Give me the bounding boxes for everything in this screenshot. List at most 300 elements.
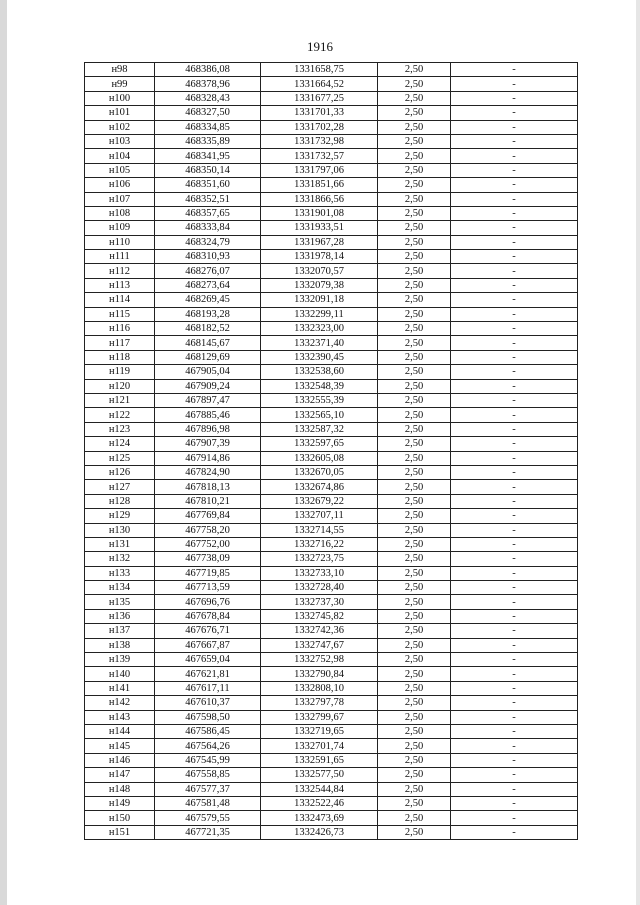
x-coordinate-cell: 467769,84 [155, 509, 261, 523]
point-id-cell: н98 [85, 63, 155, 77]
y-coordinate-cell: 1332473,69 [261, 811, 378, 825]
note-cell: - [451, 638, 578, 652]
table-row [85, 221, 578, 235]
y-coordinate-cell: 1332797,78 [261, 696, 378, 710]
note-cell: - [451, 451, 578, 465]
point-id-cell: н134 [85, 581, 155, 595]
y-coordinate-cell: 1332752,98 [261, 653, 378, 667]
note-cell: - [451, 206, 578, 220]
note-cell: - [451, 825, 578, 839]
y-coordinate-cell: 1332426,73 [261, 825, 378, 839]
note-cell: - [451, 595, 578, 609]
table-row [85, 293, 578, 307]
x-coordinate-cell: 467678,84 [155, 609, 261, 623]
table-row [85, 393, 578, 407]
table-row [85, 480, 578, 494]
note-cell: - [451, 77, 578, 91]
accuracy-cell: 2,50 [378, 739, 451, 753]
point-id-cell: н140 [85, 667, 155, 681]
accuracy-cell: 2,50 [378, 379, 451, 393]
point-id-cell: н125 [85, 451, 155, 465]
x-coordinate-cell: 467885,46 [155, 408, 261, 422]
y-coordinate-cell: 1331978,14 [261, 250, 378, 264]
x-coordinate-cell: 467586,45 [155, 724, 261, 738]
accuracy-cell: 2,50 [378, 77, 451, 91]
note-cell: - [451, 264, 578, 278]
accuracy-cell: 2,50 [378, 250, 451, 264]
accuracy-cell: 2,50 [378, 465, 451, 479]
point-id-cell: н99 [85, 77, 155, 91]
y-coordinate-cell: 1332091,18 [261, 293, 378, 307]
x-coordinate-cell: 468357,65 [155, 206, 261, 220]
x-coordinate-cell: 467758,20 [155, 523, 261, 537]
table-row [85, 307, 578, 321]
table-row [85, 509, 578, 523]
x-coordinate-cell: 468333,84 [155, 221, 261, 235]
y-coordinate-cell: 1332605,08 [261, 451, 378, 465]
note-cell: - [451, 811, 578, 825]
point-id-cell: н130 [85, 523, 155, 537]
accuracy-cell: 2,50 [378, 638, 451, 652]
y-coordinate-cell: 1331901,08 [261, 206, 378, 220]
point-id-cell: н100 [85, 91, 155, 105]
x-coordinate-cell: 468145,67 [155, 336, 261, 350]
accuracy-cell: 2,50 [378, 552, 451, 566]
accuracy-cell: 2,50 [378, 811, 451, 825]
x-coordinate-cell: 468328,43 [155, 91, 261, 105]
x-coordinate-cell: 468351,60 [155, 178, 261, 192]
note-cell: - [451, 163, 578, 177]
point-id-cell: н150 [85, 811, 155, 825]
x-coordinate-cell: 468341,95 [155, 149, 261, 163]
note-cell: - [451, 422, 578, 436]
accuracy-cell: 2,50 [378, 350, 451, 364]
x-coordinate-cell: 467907,39 [155, 437, 261, 451]
note-cell: - [451, 753, 578, 767]
point-id-cell: н127 [85, 480, 155, 494]
y-coordinate-cell: 1332719,65 [261, 724, 378, 738]
y-coordinate-cell: 1332808,10 [261, 681, 378, 695]
point-id-cell: н116 [85, 322, 155, 336]
x-coordinate-cell: 467721,35 [155, 825, 261, 839]
point-id-cell: н119 [85, 365, 155, 379]
accuracy-cell: 2,50 [378, 796, 451, 810]
x-coordinate-cell: 468386,08 [155, 63, 261, 77]
x-coordinate-cell: 468335,89 [155, 134, 261, 148]
table-row [85, 91, 578, 105]
x-coordinate-cell: 467896,98 [155, 422, 261, 436]
point-id-cell: н104 [85, 149, 155, 163]
y-coordinate-cell: 1332747,67 [261, 638, 378, 652]
x-coordinate-cell: 467719,85 [155, 566, 261, 580]
point-id-cell: н121 [85, 393, 155, 407]
accuracy-cell: 2,50 [378, 537, 451, 551]
accuracy-cell: 2,50 [378, 710, 451, 724]
table-row [85, 250, 578, 264]
x-coordinate-cell: 467617,11 [155, 681, 261, 695]
y-coordinate-cell: 1332544,84 [261, 782, 378, 796]
table-row [85, 264, 578, 278]
note-cell: - [451, 696, 578, 710]
x-coordinate-cell: 467545,99 [155, 753, 261, 767]
x-coordinate-cell: 467824,90 [155, 465, 261, 479]
y-coordinate-cell: 1332790,84 [261, 667, 378, 681]
point-id-cell: н105 [85, 163, 155, 177]
y-coordinate-cell: 1331732,57 [261, 149, 378, 163]
point-id-cell: н110 [85, 235, 155, 249]
table-row [85, 134, 578, 148]
y-coordinate-cell: 1332591,65 [261, 753, 378, 767]
table-row [85, 710, 578, 724]
y-coordinate-cell: 1331677,25 [261, 91, 378, 105]
table-row [85, 595, 578, 609]
accuracy-cell: 2,50 [378, 624, 451, 638]
accuracy-cell: 2,50 [378, 653, 451, 667]
y-coordinate-cell: 1331866,56 [261, 192, 378, 206]
note-cell: - [451, 480, 578, 494]
note-cell: - [451, 509, 578, 523]
point-id-cell: н141 [85, 681, 155, 695]
x-coordinate-cell: 467905,04 [155, 365, 261, 379]
point-id-cell: н111 [85, 250, 155, 264]
note-cell: - [451, 653, 578, 667]
coordinates-table [84, 62, 578, 840]
table-row [85, 120, 578, 134]
x-coordinate-cell: 468129,69 [155, 350, 261, 364]
table-row [85, 782, 578, 796]
accuracy-cell: 2,50 [378, 293, 451, 307]
accuracy-cell: 2,50 [378, 393, 451, 407]
accuracy-cell: 2,50 [378, 192, 451, 206]
table-row [85, 465, 578, 479]
x-coordinate-cell: 467696,76 [155, 595, 261, 609]
y-coordinate-cell: 1331967,28 [261, 235, 378, 249]
note-cell: - [451, 494, 578, 508]
table-row [85, 566, 578, 580]
accuracy-cell: 2,50 [378, 106, 451, 120]
point-id-cell: н142 [85, 696, 155, 710]
y-coordinate-cell: 1332707,11 [261, 509, 378, 523]
table-row [85, 552, 578, 566]
point-id-cell: н109 [85, 221, 155, 235]
note-cell: - [451, 724, 578, 738]
note-cell: - [451, 379, 578, 393]
point-id-cell: н114 [85, 293, 155, 307]
table-row [85, 811, 578, 825]
table-row [85, 624, 578, 638]
y-coordinate-cell: 1332390,45 [261, 350, 378, 364]
point-id-cell: н107 [85, 192, 155, 206]
x-coordinate-cell: 468273,64 [155, 278, 261, 292]
accuracy-cell: 2,50 [378, 408, 451, 422]
point-id-cell: н149 [85, 796, 155, 810]
y-coordinate-cell: 1332745,82 [261, 609, 378, 623]
point-id-cell: н108 [85, 206, 155, 220]
y-coordinate-cell: 1332714,55 [261, 523, 378, 537]
accuracy-cell: 2,50 [378, 566, 451, 580]
accuracy-cell: 2,50 [378, 307, 451, 321]
accuracy-cell: 2,50 [378, 120, 451, 134]
note-cell: - [451, 667, 578, 681]
accuracy-cell: 2,50 [378, 494, 451, 508]
x-coordinate-cell: 468182,52 [155, 322, 261, 336]
point-id-cell: н126 [85, 465, 155, 479]
note-cell: - [451, 365, 578, 379]
y-coordinate-cell: 1332522,46 [261, 796, 378, 810]
y-coordinate-cell: 1332733,10 [261, 566, 378, 580]
table-row [85, 322, 578, 336]
coordinates-table-body [85, 63, 578, 840]
x-coordinate-cell: 468334,85 [155, 120, 261, 134]
note-cell: - [451, 192, 578, 206]
table-row [85, 365, 578, 379]
y-coordinate-cell: 1332555,39 [261, 393, 378, 407]
table-row [85, 63, 578, 77]
accuracy-cell: 2,50 [378, 365, 451, 379]
note-cell: - [451, 120, 578, 134]
point-id-cell: н129 [85, 509, 155, 523]
point-id-cell: н115 [85, 307, 155, 321]
accuracy-cell: 2,50 [378, 149, 451, 163]
y-coordinate-cell: 1332548,39 [261, 379, 378, 393]
table-row [85, 336, 578, 350]
table-row [85, 667, 578, 681]
point-id-cell: н103 [85, 134, 155, 148]
accuracy-cell: 2,50 [378, 753, 451, 767]
table-row [85, 581, 578, 595]
point-id-cell: н133 [85, 566, 155, 580]
y-coordinate-cell: 1332538,60 [261, 365, 378, 379]
accuracy-cell: 2,50 [378, 480, 451, 494]
note-cell: - [451, 393, 578, 407]
note-cell: - [451, 566, 578, 580]
note-cell: - [451, 63, 578, 77]
table-row [85, 422, 578, 436]
y-coordinate-cell: 1332701,74 [261, 739, 378, 753]
note-cell: - [451, 149, 578, 163]
y-coordinate-cell: 1332565,10 [261, 408, 378, 422]
table-row [85, 379, 578, 393]
note-cell: - [451, 235, 578, 249]
note-cell: - [451, 106, 578, 120]
table-row [85, 494, 578, 508]
note-cell: - [451, 768, 578, 782]
point-id-cell: н151 [85, 825, 155, 839]
y-coordinate-cell: 1331797,06 [261, 163, 378, 177]
y-coordinate-cell: 1332728,40 [261, 581, 378, 595]
table-row [85, 278, 578, 292]
y-coordinate-cell: 1332742,36 [261, 624, 378, 638]
table-row [85, 350, 578, 364]
x-coordinate-cell: 468276,07 [155, 264, 261, 278]
table-row [85, 192, 578, 206]
accuracy-cell: 2,50 [378, 825, 451, 839]
accuracy-cell: 2,50 [378, 163, 451, 177]
accuracy-cell: 2,50 [378, 206, 451, 220]
accuracy-cell: 2,50 [378, 581, 451, 595]
note-cell: - [451, 278, 578, 292]
note-cell: - [451, 408, 578, 422]
y-coordinate-cell: 1332670,05 [261, 465, 378, 479]
point-id-cell: н122 [85, 408, 155, 422]
point-id-cell: н145 [85, 739, 155, 753]
x-coordinate-cell: 467738,09 [155, 552, 261, 566]
x-coordinate-cell: 467818,13 [155, 480, 261, 494]
note-cell: - [451, 350, 578, 364]
table-row [85, 796, 578, 810]
table-row [85, 739, 578, 753]
note-cell: - [451, 739, 578, 753]
x-coordinate-cell: 467598,50 [155, 710, 261, 724]
y-coordinate-cell: 1332723,75 [261, 552, 378, 566]
table-row [85, 206, 578, 220]
table-row [85, 724, 578, 738]
y-coordinate-cell: 1332597,65 [261, 437, 378, 451]
point-id-cell: н112 [85, 264, 155, 278]
accuracy-cell: 2,50 [378, 523, 451, 537]
table-row [85, 149, 578, 163]
table-row [85, 235, 578, 249]
scan-edge-left [0, 0, 7, 905]
y-coordinate-cell: 1332799,67 [261, 710, 378, 724]
point-id-cell: н137 [85, 624, 155, 638]
note-cell: - [451, 624, 578, 638]
x-coordinate-cell: 467914,86 [155, 451, 261, 465]
note-cell: - [451, 336, 578, 350]
x-coordinate-cell: 468324,79 [155, 235, 261, 249]
point-id-cell: н139 [85, 653, 155, 667]
accuracy-cell: 2,50 [378, 681, 451, 695]
y-coordinate-cell: 1332737,30 [261, 595, 378, 609]
point-id-cell: н146 [85, 753, 155, 767]
note-cell: - [451, 681, 578, 695]
table-row [85, 106, 578, 120]
x-coordinate-cell: 467659,04 [155, 653, 261, 667]
note-cell: - [451, 178, 578, 192]
note-cell: - [451, 250, 578, 264]
note-cell: - [451, 609, 578, 623]
x-coordinate-cell: 468310,93 [155, 250, 261, 264]
y-coordinate-cell: 1332371,40 [261, 336, 378, 350]
table-row [85, 523, 578, 537]
y-coordinate-cell: 1332299,11 [261, 307, 378, 321]
x-coordinate-cell: 467667,87 [155, 638, 261, 652]
x-coordinate-cell: 468327,50 [155, 106, 261, 120]
accuracy-cell: 2,50 [378, 595, 451, 609]
note-cell: - [451, 221, 578, 235]
note-cell: - [451, 307, 578, 321]
point-id-cell: н117 [85, 336, 155, 350]
table-row [85, 609, 578, 623]
accuracy-cell: 2,50 [378, 782, 451, 796]
note-cell: - [451, 465, 578, 479]
y-coordinate-cell: 1331851,66 [261, 178, 378, 192]
accuracy-cell: 2,50 [378, 178, 451, 192]
point-id-cell: н101 [85, 106, 155, 120]
note-cell: - [451, 91, 578, 105]
x-coordinate-cell: 468269,45 [155, 293, 261, 307]
point-id-cell: н148 [85, 782, 155, 796]
accuracy-cell: 2,50 [378, 278, 451, 292]
x-coordinate-cell: 467558,85 [155, 768, 261, 782]
page-number: 1916 [307, 39, 333, 54]
x-coordinate-cell: 467810,21 [155, 494, 261, 508]
accuracy-cell: 2,50 [378, 63, 451, 77]
table-row [85, 163, 578, 177]
accuracy-cell: 2,50 [378, 322, 451, 336]
x-coordinate-cell: 467713,59 [155, 581, 261, 595]
table-row [85, 77, 578, 91]
point-id-cell: н106 [85, 178, 155, 192]
y-coordinate-cell: 1331732,98 [261, 134, 378, 148]
accuracy-cell: 2,50 [378, 451, 451, 465]
x-coordinate-cell: 467579,55 [155, 811, 261, 825]
table-row [85, 638, 578, 652]
accuracy-cell: 2,50 [378, 509, 451, 523]
x-coordinate-cell: 468378,96 [155, 77, 261, 91]
note-cell: - [451, 710, 578, 724]
point-id-cell: н144 [85, 724, 155, 738]
table-row [85, 451, 578, 465]
x-coordinate-cell: 467909,24 [155, 379, 261, 393]
accuracy-cell: 2,50 [378, 667, 451, 681]
note-cell: - [451, 581, 578, 595]
y-coordinate-cell: 1332674,86 [261, 480, 378, 494]
point-id-cell: н102 [85, 120, 155, 134]
y-coordinate-cell: 1331701,33 [261, 106, 378, 120]
point-id-cell: н113 [85, 278, 155, 292]
table-row [85, 753, 578, 767]
x-coordinate-cell: 467581,48 [155, 796, 261, 810]
y-coordinate-cell: 1332070,57 [261, 264, 378, 278]
note-cell: - [451, 523, 578, 537]
point-id-cell: н123 [85, 422, 155, 436]
point-id-cell: н135 [85, 595, 155, 609]
point-id-cell: н132 [85, 552, 155, 566]
accuracy-cell: 2,50 [378, 336, 451, 350]
x-coordinate-cell: 467897,47 [155, 393, 261, 407]
y-coordinate-cell: 1331933,51 [261, 221, 378, 235]
x-coordinate-cell: 468352,51 [155, 192, 261, 206]
accuracy-cell: 2,50 [378, 422, 451, 436]
y-coordinate-cell: 1332587,32 [261, 422, 378, 436]
note-cell: - [451, 537, 578, 551]
y-coordinate-cell: 1331702,28 [261, 120, 378, 134]
y-coordinate-cell: 1332716,22 [261, 537, 378, 551]
point-id-cell: н143 [85, 710, 155, 724]
point-id-cell: н124 [85, 437, 155, 451]
x-coordinate-cell: 467676,71 [155, 624, 261, 638]
point-id-cell: н147 [85, 768, 155, 782]
point-id-cell: н136 [85, 609, 155, 623]
scan-edge-right [636, 0, 640, 905]
table-row [85, 768, 578, 782]
x-coordinate-cell: 467610,37 [155, 696, 261, 710]
note-cell: - [451, 437, 578, 451]
x-coordinate-cell: 468350,14 [155, 163, 261, 177]
table-row [85, 537, 578, 551]
point-id-cell: н131 [85, 537, 155, 551]
x-coordinate-cell: 467621,81 [155, 667, 261, 681]
table-row [85, 681, 578, 695]
y-coordinate-cell: 1331658,75 [261, 63, 378, 77]
table-row [85, 696, 578, 710]
accuracy-cell: 2,50 [378, 696, 451, 710]
x-coordinate-cell: 467577,37 [155, 782, 261, 796]
y-coordinate-cell: 1332323,00 [261, 322, 378, 336]
point-id-cell: н128 [85, 494, 155, 508]
note-cell: - [451, 293, 578, 307]
